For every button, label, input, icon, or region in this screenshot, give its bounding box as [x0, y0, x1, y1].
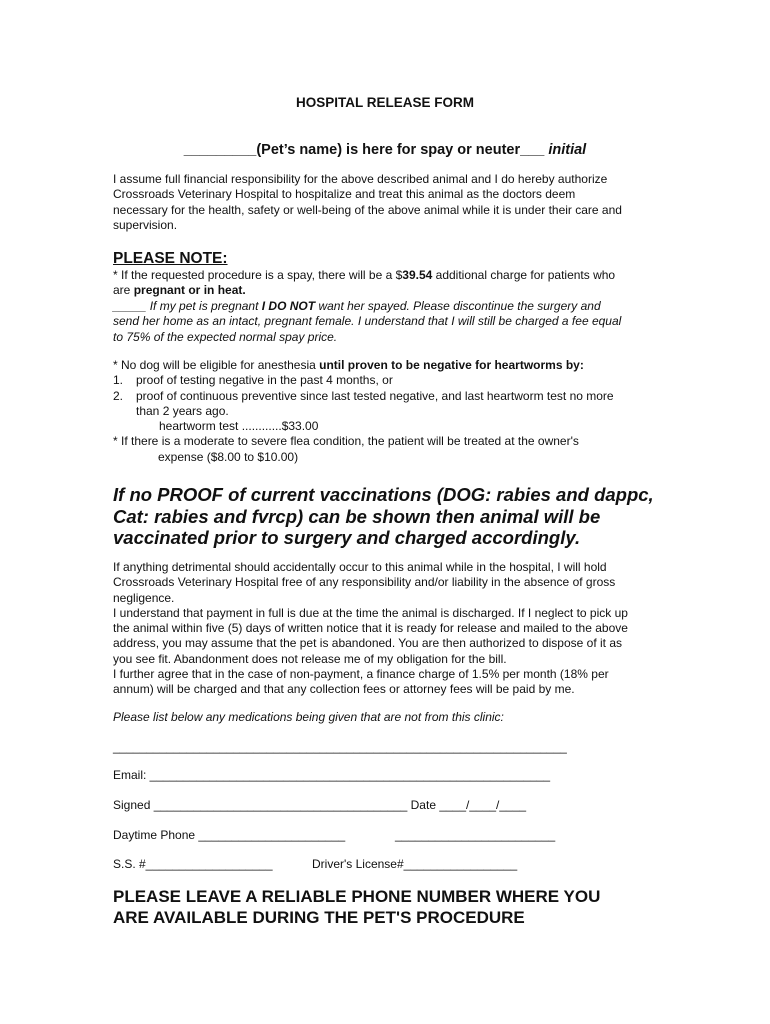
- flea-line: * If there is a moderate to severe flea condition, the patient will be treated at the owner's: [113, 434, 579, 449]
- medications-prompt: Please list below any medications being given that are not from this clinic:: [113, 710, 504, 724]
- ss-number-field[interactable]: S.S. #___________________: [113, 857, 273, 871]
- heartworm-note: [113, 358, 658, 465]
- heartworm-test-price: heartworm test ............$33.00: [159, 419, 319, 434]
- pregnant-option-line: send her home as an intact, pregnant female. I understand that I will still be charged a fee equal: [113, 314, 622, 329]
- pet-name-line: [0, 142, 770, 158]
- liability-line: address, you may assume that the pet is abandoned. You are then authorized to dispose of it as: [113, 636, 623, 651]
- liability-line: Crossroads Veterinary Hospital free of any responsibility and/or liability in the absence of gross: [113, 575, 616, 590]
- vaccination-warning: [113, 484, 673, 549]
- drivers-license-field[interactable]: Driver's License#_________________: [312, 857, 518, 871]
- pregnant-heat-text: pregnant or in heat.: [133, 283, 246, 298]
- spay-amount: 39.54: [402, 268, 433, 282]
- responsibility-paragraph: [113, 172, 658, 233]
- pregnant-option: [113, 299, 658, 345]
- pregnant-option-line: to 75% of the expected normal spay price.: [113, 329, 338, 344]
- responsibility-line: necessary for the health, safety or well-being of the above animal while it is under their care and: [113, 202, 622, 217]
- vaccination-line: Cat: rabies and fvrcp) can be shown then animal will be: [113, 505, 601, 527]
- heartworm-item: [113, 389, 658, 404]
- liability-line: the animal within five (5) days of written notice that it is ready for release and mailed to the above: [113, 621, 628, 636]
- initial-label: initial: [548, 142, 587, 158]
- spay-note-line: [113, 268, 658, 283]
- pregnant-text: want her spayed. Please discontinue the surgery and: [315, 299, 601, 313]
- responsibility-line: Crossroads Veterinary Hospital to hospitalize and treat this animal as the doctors deem: [113, 187, 576, 202]
- heartworm-line: [113, 358, 658, 373]
- medications-field[interactable]: ____________________________________________________________________: [113, 740, 567, 754]
- signature-date-field[interactable]: Signed ______________________________________ Date ____/____/____: [113, 798, 527, 812]
- liability-line: I understand that payment in full is due at the time the animal is discharged. If I neglect to pick up: [113, 605, 628, 620]
- pregnant-option-line: [113, 299, 658, 314]
- liability-line: I further agree that in the case of non-payment, a finance charge of 1.5% per month (18% per: [113, 667, 609, 682]
- spay-note-text: * If the requested procedure is a spay, there will be a $: [113, 268, 403, 282]
- secondary-phone-field[interactable]: ________________________: [395, 828, 556, 842]
- spay-note-text: additional charge for patients who: [432, 268, 616, 282]
- heartworm-item: [113, 373, 658, 388]
- heartworm-bold-text: until proven to be negative for heartworms by:: [319, 358, 584, 372]
- heartworm-item-cont: than 2 years ago.: [136, 403, 229, 418]
- flea-line: expense ($8.00 to $10.00): [158, 449, 299, 464]
- email-field[interactable]: Email: ____________________________________________________________: [113, 768, 551, 782]
- liability-line: negligence.: [113, 590, 175, 605]
- item-text: proof of continuous preventive since last tested negative, and last heartworm test no more: [136, 388, 614, 403]
- spay-note-line: [113, 283, 658, 298]
- responsibility-line: supervision.: [113, 217, 178, 232]
- phone-reminder-line: ARE AVAILABLE DURING THE PET'S PROCEDURE: [113, 908, 525, 927]
- responsibility-line: I assume full financial responsibility for the above described animal and I do hereby authorize: [113, 172, 608, 186]
- spay-note-text: are: [113, 283, 134, 298]
- daytime-phone-field[interactable]: Daytime Phone ______________________: [113, 828, 346, 842]
- pregnant-text: If my pet is pregnant: [149, 299, 262, 313]
- liability-paragraph: [113, 560, 658, 698]
- liability-line: annum) will be charged and that any collection fees or attorney fees will be paid by me.: [113, 682, 575, 697]
- item-text: proof of testing negative in the past 4 months, or: [136, 373, 393, 388]
- please-note-heading: PLEASE NOTE:: [113, 250, 228, 267]
- item-number: 2.: [113, 388, 124, 403]
- item-number: 1.: [113, 373, 124, 388]
- pregnant-initial-blank: _____: [113, 299, 150, 313]
- phone-reminder: [113, 886, 673, 928]
- phone-reminder-line: PLEASE LEAVE A RELIABLE PHONE NUMBER WHERE YOU: [113, 887, 601, 906]
- liability-line: If anything detrimental should accidentally occur to this animal while in the hospital, I will hold: [113, 560, 607, 574]
- liability-line: you see fit. Abandonment does not release me of my obligation for the bill.: [113, 651, 507, 666]
- do-not-text: I DO NOT: [261, 299, 316, 313]
- pet-name-text: _________(Pet’s name) is here for spay or neuter___: [183, 142, 549, 158]
- vaccination-line: vaccinated prior to surgery and charged accordingly.: [113, 527, 581, 548]
- heartworm-text: * No dog will be eligible for anesthesia: [113, 358, 320, 372]
- spay-note: [113, 268, 658, 299]
- form-title: HOSPITAL RELEASE FORM: [295, 95, 474, 110]
- vaccination-line: If no PROOF of current vaccinations (DOG: rabies and dappc,: [113, 484, 654, 505]
